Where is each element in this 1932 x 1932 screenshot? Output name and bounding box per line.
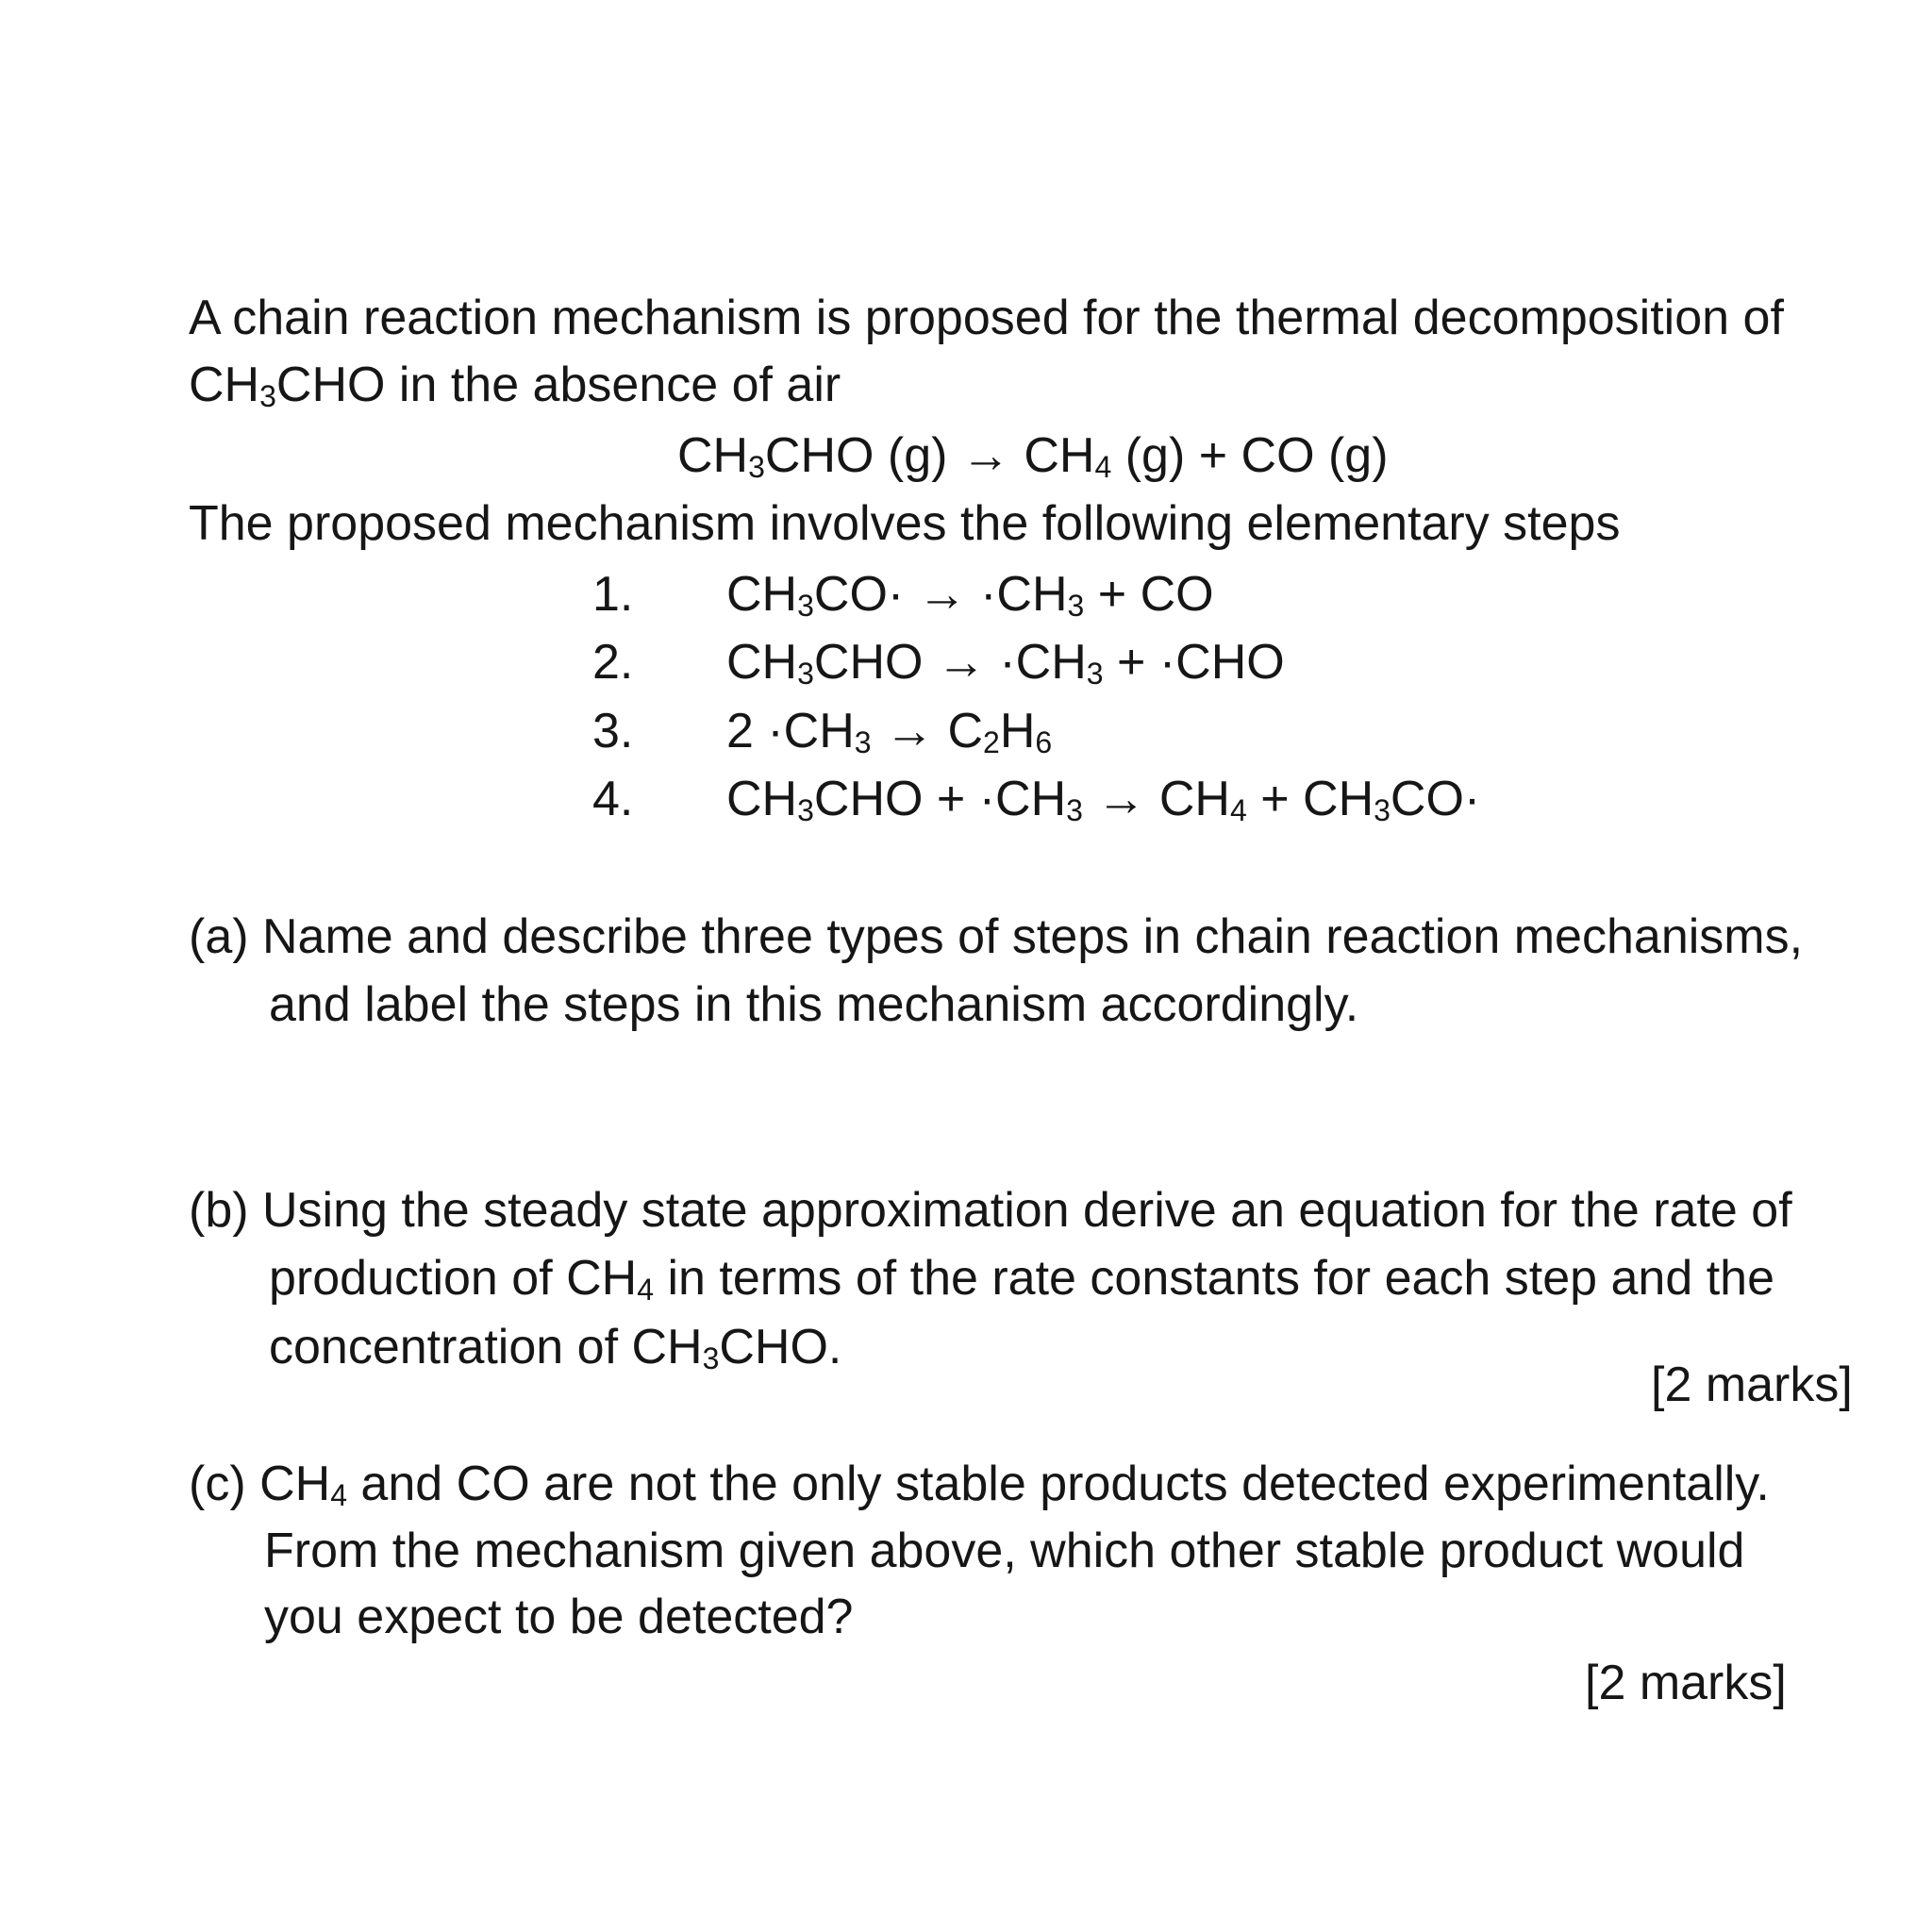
question-c-line-2	[264, 1523, 1744, 1579]
step2-part: + ·CHO	[1103, 635, 1285, 690]
step4-part: CH	[726, 772, 798, 826]
question-b-text-1: (b) Using the steady state approximation derive an equation for the rate of	[189, 1183, 1792, 1238]
question-b-line-3	[269, 1319, 841, 1375]
step3-sub: 2	[983, 725, 1000, 759]
question-a-line-1	[189, 908, 1803, 965]
reactant-subscript: 3	[748, 450, 765, 484]
step-equation-4	[726, 771, 1480, 827]
step4-sub: 3	[1374, 793, 1391, 827]
intro-text-2: CHO in the absence of air	[275, 358, 841, 412]
question-c-text-2: From the mechanism given above, which other stable product would	[264, 1524, 1745, 1578]
step-equation-2	[726, 634, 1285, 691]
intro-subscript: 3	[259, 379, 276, 413]
step2-part: CHO → ·CH	[813, 635, 1087, 690]
step3-sub: 3	[854, 725, 872, 759]
intro-line-2	[189, 357, 841, 413]
step3-part: 2 ·CH	[726, 704, 855, 758]
step4-sub: 3	[797, 793, 814, 827]
step2-part: CH	[726, 635, 798, 690]
product-text: (g) + CO (g)	[1111, 428, 1389, 483]
step4-part: → CH	[1082, 772, 1230, 826]
step-number-4: 4.	[592, 772, 634, 826]
question-b-text-3a: concentration of CH	[269, 1320, 703, 1374]
step1-sub: 3	[1067, 589, 1085, 623]
step4-part: + CH	[1246, 772, 1374, 826]
marks-b-cutoff	[1651, 1357, 1896, 1412]
question-b-text-3b: CHO.	[719, 1320, 842, 1374]
step4-sub: 3	[1066, 793, 1083, 827]
marks-b-text: [2 marks]	[1651, 1357, 1853, 1412]
intro-species: CH	[189, 358, 260, 412]
step1-sub: 3	[797, 589, 814, 623]
question-b-subscript-2: 4	[637, 1273, 654, 1307]
step1-part: CH	[726, 567, 798, 622]
question-b-text-2a: production of CH	[269, 1251, 638, 1306]
step1-part: + CO	[1084, 567, 1214, 622]
step3-part: → C	[871, 704, 984, 758]
step-number-1: 1.	[592, 567, 634, 622]
marks-c-cutoff	[1585, 1655, 1830, 1710]
question-b-subscript-3: 3	[702, 1341, 720, 1375]
reactant-text: CH	[677, 428, 749, 483]
question-c-text-3: you expect to be detected?	[264, 1590, 854, 1644]
question-a-text-1: (a) Name and describe three types of steps in chain reaction mechanisms,	[189, 909, 1804, 964]
marks-c-text: [2 marks]	[1585, 1656, 1787, 1710]
step-equation-1	[726, 566, 1214, 623]
overall-reaction	[677, 427, 1389, 484]
product-subscript: 4	[1094, 450, 1112, 484]
question-c-line-1	[189, 1456, 1770, 1512]
question-c-subscript-1: 4	[330, 1478, 347, 1512]
step4-sub: 4	[1229, 793, 1247, 827]
question-b-line-2	[269, 1250, 1774, 1307]
mechanism-intro-text: The proposed mechanism involves the following elementary steps	[189, 496, 1621, 551]
mechanism-intro	[189, 495, 1620, 552]
question-c-line-3	[264, 1589, 853, 1645]
question-b-text-2b: in terms of the rate constants for each step and the	[654, 1251, 1775, 1306]
step4-part: CO·	[1390, 772, 1481, 826]
question-c-text-1a: (c) CH	[189, 1457, 331, 1511]
step2-sub: 3	[1086, 657, 1104, 691]
reaction-arrow-text: CHO (g) → CH	[764, 428, 1095, 483]
step1-part: CO· → ·CH	[813, 567, 1068, 622]
step-equation-3	[726, 703, 1052, 759]
step2-sub: 3	[797, 657, 814, 691]
step-number-2: 2.	[592, 635, 634, 690]
step3-sub: 6	[1035, 725, 1053, 759]
step4-part: CHO + ·CH	[813, 772, 1067, 826]
intro-text-1: A chain reaction mechanism is proposed for the thermal decomposition of	[189, 291, 1784, 345]
question-c-text-1b: and CO are not the only stable products detected experimentally.	[346, 1457, 1770, 1511]
question-a-line-2	[269, 976, 1358, 1033]
question-b-line-1	[189, 1182, 1792, 1239]
question-a-text-2: and label the steps in this mechanism accordingly.	[269, 977, 1359, 1032]
step-number-3: 3.	[592, 704, 634, 758]
step3-part: H	[999, 704, 1036, 758]
intro-line-1	[189, 290, 1784, 346]
